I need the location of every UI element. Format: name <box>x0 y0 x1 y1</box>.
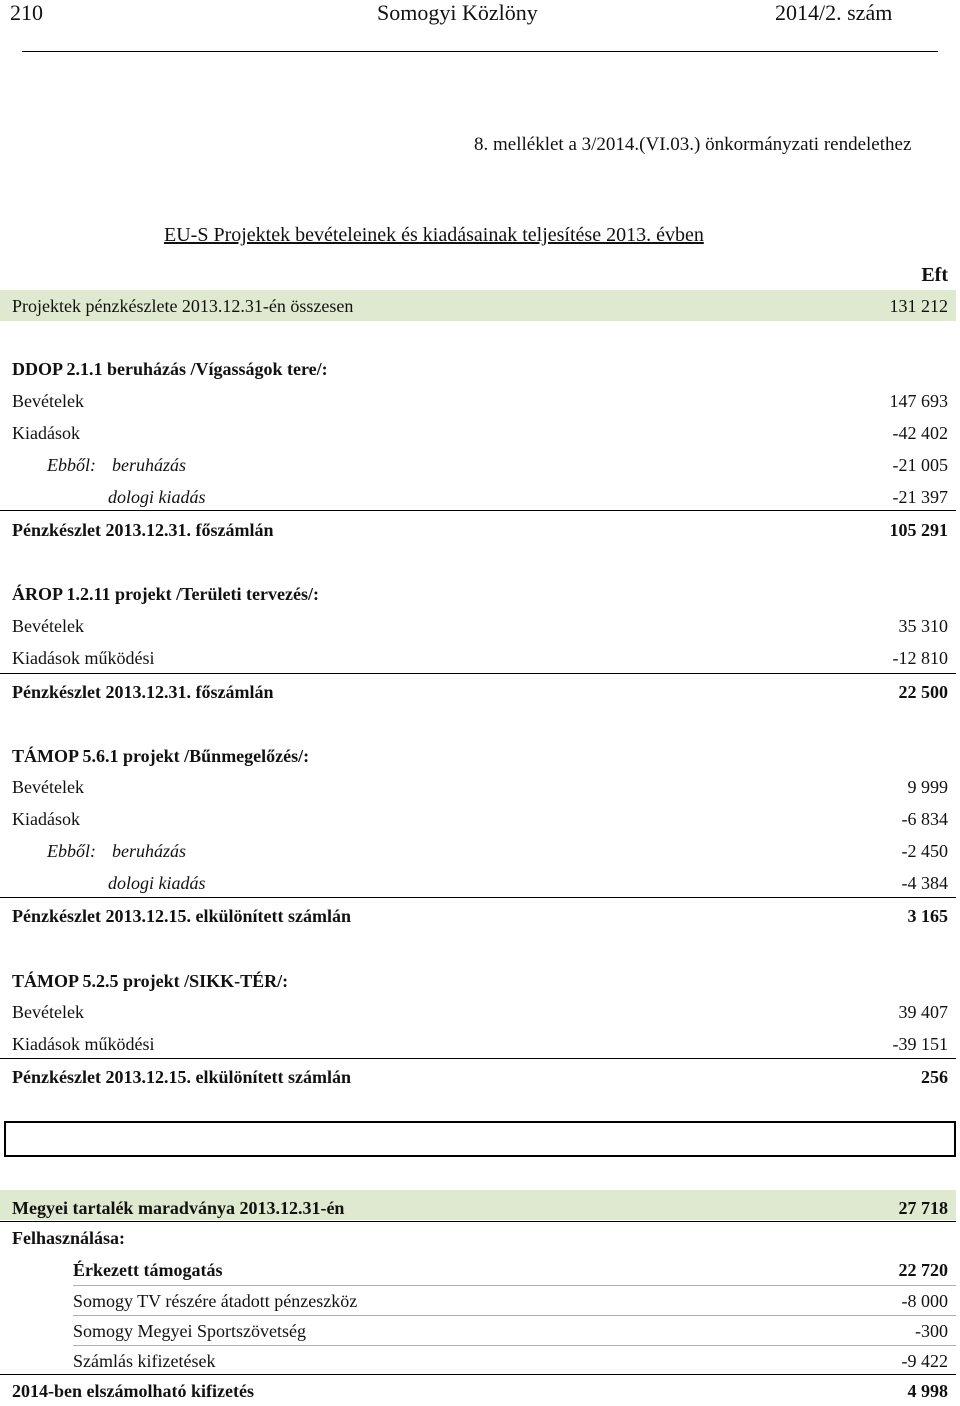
project1-income-value: 147 693 <box>889 391 948 411</box>
unit-label: Eft <box>921 264 948 286</box>
reserve-final-divider <box>0 1374 956 1375</box>
reserve-item <box>0 1316 960 1346</box>
reserve-final-row <box>0 1376 960 1406</box>
project1-divider <box>0 510 956 511</box>
reserve-final-label: 2014-ben elszámolható kifizetés <box>12 1381 254 1401</box>
project4-expense-value: -39 151 <box>892 1034 948 1054</box>
project3-sub1-label: beruházás <box>112 841 187 861</box>
project1-expense-row <box>0 418 960 448</box>
project3-income-row <box>0 772 960 802</box>
project4-income-value: 39 407 <box>898 1002 948 1022</box>
issue-number: 2014/2. szám <box>775 0 893 25</box>
reserve-usage-row <box>0 1223 960 1253</box>
project4-divider <box>0 1058 956 1059</box>
project1-sub1-row <box>0 450 960 480</box>
reserve-item-label: Somogy Megyei Sportszövetség <box>73 1321 306 1341</box>
project2-cash-value: 22 500 <box>898 682 948 702</box>
reserve-item <box>0 1286 960 1316</box>
project3-sub2-value: -4 384 <box>901 873 948 893</box>
project3-title-row <box>0 741 960 771</box>
document-title: EU-S Projektek bevételeinek és kiadásainak teljesítése 2013. évben <box>164 224 704 246</box>
project1-title-row <box>0 354 960 384</box>
reserve-item-value: 22 720 <box>898 1260 948 1280</box>
project2-expense-label: Kiadások működési <box>12 648 155 668</box>
project4-expense-label: Kiadások működési <box>12 1034 155 1054</box>
reserve-divider <box>0 1221 956 1222</box>
project1-expense-label: Kiadások <box>12 423 80 443</box>
reserve-title-row <box>0 1193 960 1223</box>
project1-cash-value: 105 291 <box>889 520 948 540</box>
total-label: Projektek pénzkészlete 2013.12.31-én összesen <box>12 296 354 316</box>
project3-sub1-row <box>0 836 960 866</box>
project3-income-label: Bevételek <box>12 777 84 797</box>
project3-cash-label: Pénzkészlet 2013.12.15. elkülönített számlán <box>12 906 351 926</box>
header-rule <box>22 51 938 52</box>
project2-cash-label: Pénzkészlet 2013.12.31. főszámlán <box>12 682 274 702</box>
project4-expense-row <box>0 1029 960 1059</box>
project3-income-value: 9 999 <box>907 777 948 797</box>
project3-cash-value: 3 165 <box>907 906 948 926</box>
project1-income-label: Bevételek <box>12 391 84 411</box>
project1-cash-label: Pénzkészlet 2013.12.31. főszámlán <box>12 520 274 540</box>
project2-title-row <box>0 579 960 609</box>
project2-divider <box>0 673 956 674</box>
reserve-item-value: -8 000 <box>901 1291 948 1311</box>
project1-sub2-value: -21 397 <box>892 487 948 507</box>
project3-expense-row <box>0 804 960 834</box>
project2-income-row <box>0 611 960 641</box>
reserve-usage-label: Felhasználása: <box>12 1228 126 1248</box>
project3-sub1-prefix: Ebből: <box>47 841 96 861</box>
project4-cash-value: 256 <box>921 1067 948 1087</box>
project1-sub1-prefix: Ebből: <box>47 455 96 475</box>
project3-sub2-row <box>0 868 960 898</box>
reserve-item <box>0 1255 960 1285</box>
total-row <box>0 291 960 321</box>
project1-sub1-value: -21 005 <box>892 455 948 475</box>
project1-title: DDOP 2.1.1 beruházás /Vígasságok tere/: <box>12 359 328 379</box>
project1-sub2-row <box>0 482 960 512</box>
project2-income-label: Bevételek <box>12 616 84 636</box>
project2-title: ÁROP 1.2.11 projekt /Területi tervezés/: <box>12 584 319 604</box>
reserve-item-value: -300 <box>915 1321 948 1341</box>
project1-cash-row <box>0 515 960 545</box>
reserve-title-value: 27 718 <box>898 1198 948 1218</box>
project1-sub1-label: beruházás <box>112 455 187 475</box>
project3-sub1-value: -2 450 <box>901 841 948 861</box>
reserve-final-value: 4 998 <box>907 1381 948 1401</box>
reserve-item-label: Érkezett támogatás <box>73 1260 223 1280</box>
reserve-item-label: Somogy TV részére átadott pénzeszköz <box>73 1291 358 1311</box>
reserve-item-label: Számlás kifizetések <box>73 1351 216 1371</box>
empty-box <box>4 1121 956 1157</box>
project2-cash-row <box>0 677 960 707</box>
project4-income-row <box>0 997 960 1027</box>
journal-title: Somogyi Közlöny <box>377 0 538 25</box>
project4-title: TÁMOP 5.2.5 projekt /SIKK-TÉR/: <box>12 971 289 991</box>
project4-income-label: Bevételek <box>12 1002 84 1022</box>
project3-expense-label: Kiadások <box>12 809 80 829</box>
project3-sub2-label: dologi kiadás <box>108 873 206 893</box>
project4-cash-label: Pénzkészlet 2013.12.15. elkülönített számlán <box>12 1067 351 1087</box>
page-number: 210 <box>10 0 43 25</box>
project3-cash-row <box>0 901 960 931</box>
project2-expense-row <box>0 643 960 673</box>
project1-sub2-label: dologi kiadás <box>108 487 206 507</box>
project3-divider <box>0 897 956 898</box>
reserve-item <box>0 1346 960 1376</box>
project1-expense-value: -42 402 <box>892 423 948 443</box>
project4-cash-row <box>0 1062 960 1092</box>
annex-reference: 8. melléklet a 3/2014.(VI.03.) önkormányzati rendelethez <box>474 134 912 155</box>
total-value: 131 212 <box>889 296 948 316</box>
reserve-title: Megyei tartalék maradványa 2013.12.31-én <box>12 1198 345 1218</box>
reserve-item-value: -9 422 <box>901 1351 948 1371</box>
project3-expense-value: -6 834 <box>901 809 948 829</box>
project2-income-value: 35 310 <box>898 616 948 636</box>
project1-income-row <box>0 386 960 416</box>
project2-expense-value: -12 810 <box>892 648 948 668</box>
project4-title-row <box>0 966 960 996</box>
project3-title: TÁMOP 5.6.1 projekt /Bűnmegelőzés/: <box>12 746 310 766</box>
